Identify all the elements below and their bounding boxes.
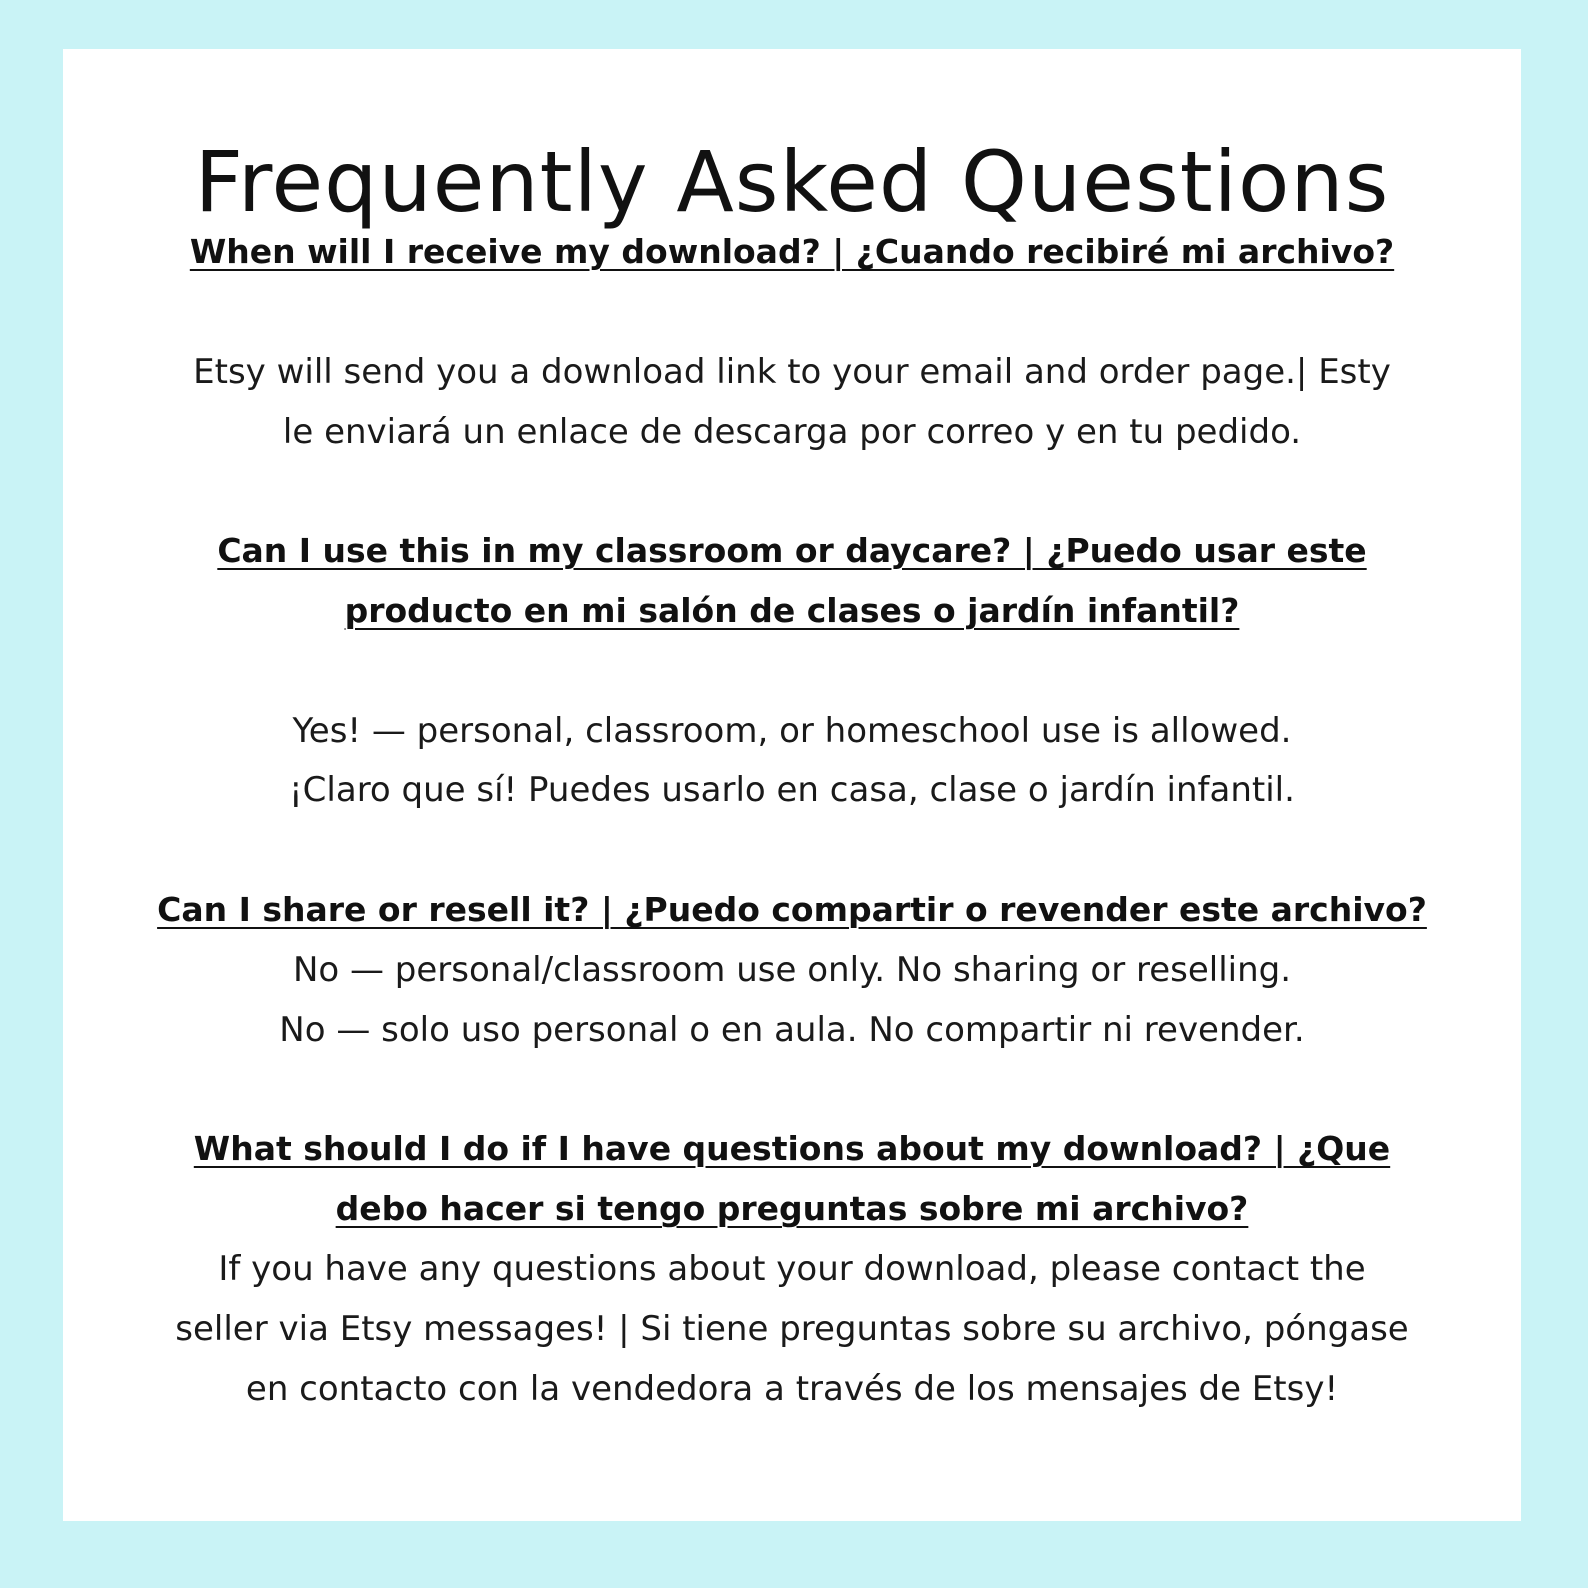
faq-question-3-line-1: Can I share or resell it? | ¿Puedo compartir o revender este archivo? xyxy=(157,890,1427,929)
faq-answer-2-line-2: ¡Claro que sí! Puedes usarlo en casa, clase o jardín infantil. xyxy=(289,770,1295,810)
faq-answer-4-line-2: seller via Etsy messages! | Si tiene preguntas sobre su archivo, póngase xyxy=(175,1309,1409,1349)
faq-answer-2-line-1: Yes! — personal, classroom, or homeschool use is allowed. xyxy=(292,711,1292,751)
faq-question-2-line-1: Can I use this in my classroom or daycare? | ¿Puedo usar este xyxy=(217,531,1367,570)
faq-question-4-line-1: What should I do if I have questions about my download? | ¿Que xyxy=(193,1129,1391,1168)
faq-question-4-line-2: debo hacer si tengo preguntas sobre mi archivo? xyxy=(335,1189,1249,1228)
faq-answer-4-line-3: en contacto con la vendedora a través de los mensajes de Etsy! xyxy=(245,1369,1339,1409)
faq-answer-1-line-1: Etsy will send you a download link to your email and order page.| Esty xyxy=(193,352,1391,392)
faq-answer-1-line-2: le enviará un enlace de descarga por correo y en tu pedido. xyxy=(282,412,1302,452)
faq-question-2-line-2: producto en mi salón de clases o jardín infantil? xyxy=(344,591,1240,630)
faq-answer-3-line-2: No — solo uso personal o en aula. No compartir ni revender. xyxy=(279,1010,1305,1050)
page-title: Frequently Asked Questions xyxy=(194,133,1390,231)
faq-answer-4-line-1: If you have any questions about your download, please contact the xyxy=(218,1249,1366,1289)
faq-question-1-line-1: When will I receive my download? | ¿Cuando recibiré mi archivo? xyxy=(189,232,1395,271)
faq-card xyxy=(63,49,1521,1521)
faq-answer-3-line-1: No — personal/classroom use only. No sharing or reselling. xyxy=(292,950,1292,990)
